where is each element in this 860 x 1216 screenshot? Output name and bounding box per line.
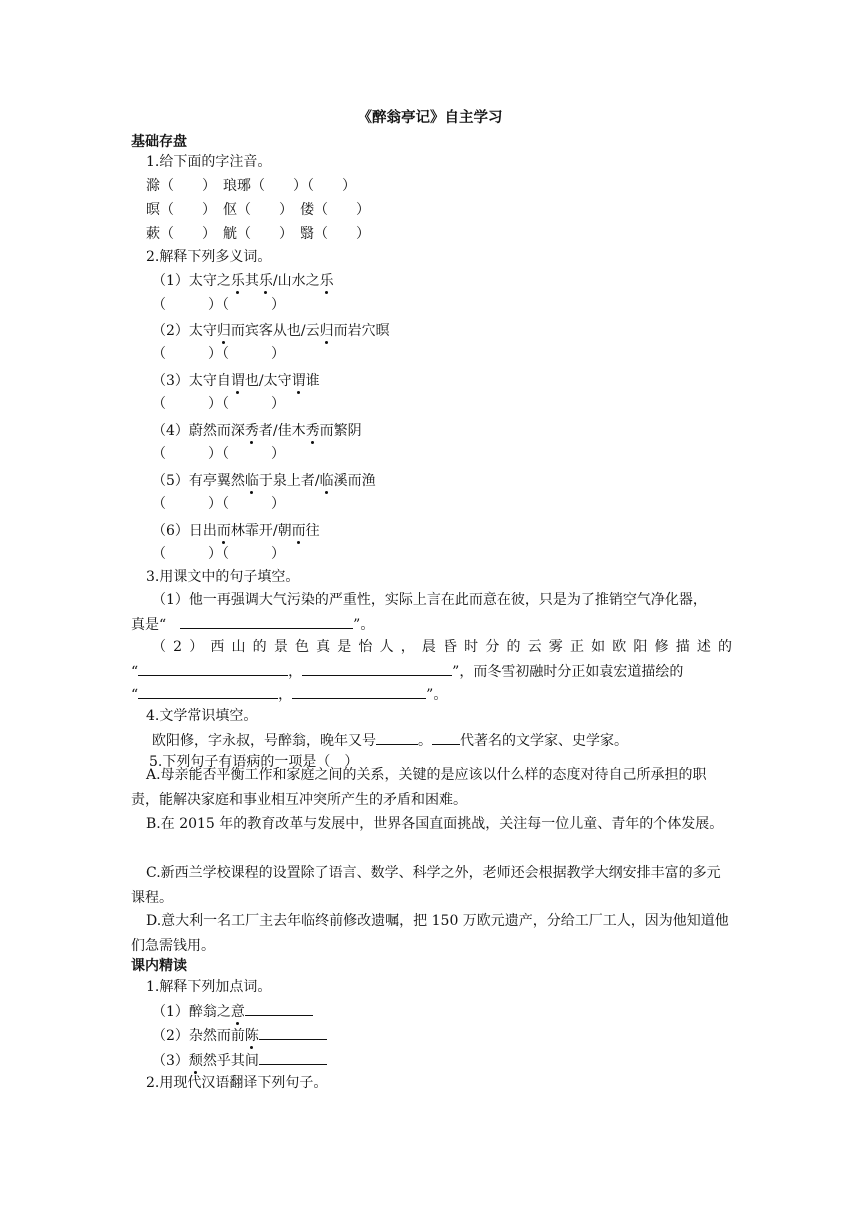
answer-blank[interactable] xyxy=(245,1001,313,1016)
answer-blank[interactable] xyxy=(302,661,452,676)
answer-blank[interactable] xyxy=(138,684,278,699)
dotted-char: 乐 xyxy=(319,273,334,289)
dotted-char: 秀 xyxy=(305,423,320,439)
q2-item-6: （6）日出而林霏开/朝而往 xyxy=(152,523,320,539)
q4-text: 欧阳修，字永叔，号醉翁，晚年又号 。 代著名的文学家、史学家。 xyxy=(152,730,628,750)
q2-item-2-blank: （ ）（ ） xyxy=(152,346,285,362)
dotted-char: 陈 xyxy=(244,1028,259,1044)
q4-prompt: 4.文学常识填空。 xyxy=(146,708,258,724)
s2-q1-item-1: （1）醉翁之意 xyxy=(152,1001,313,1021)
q2-item-5-blank: （ ）（ ） xyxy=(152,496,285,512)
q1-row-2: 暝（ ） 伛（ ） 偻（ ） xyxy=(146,202,370,218)
dotted-char: 谓 xyxy=(230,373,245,389)
q2-item-2: （2）太守归而宾客从也/云归而岩穴暝 xyxy=(152,323,390,339)
q1-row-1: 滁（ ） 琅琊（ ）（ ） xyxy=(146,178,356,194)
dotted-char: 乐 xyxy=(230,273,245,289)
q1-row-3: 蔌（ ） 觥（ ） 翳（ ） xyxy=(146,226,370,242)
answer-blank[interactable] xyxy=(292,684,426,699)
q5-option-c: C.新西兰学校课程的设置除了语言、数学、科学之外，老师还会根据教学大纲安排丰富的多元课程。 xyxy=(131,865,721,906)
dotted-char: 颓 xyxy=(188,1053,203,1069)
q3-prompt: 3.用课文中的句子填空。 xyxy=(146,569,300,585)
q3-p1-line1: （1）他一再强调大气污染的严重性，实际上言在此而意在彼，只是为了推销空气净化器， xyxy=(152,592,707,608)
dotted-char: 归 xyxy=(319,323,334,339)
q2-prompt: 2.解释下列多义词。 xyxy=(146,249,272,265)
q3-p2-line1: （2）西山的景色真是怡人，晨昏时分的云雾正如欧阳修描述的 xyxy=(152,639,732,655)
dotted-char: 乐 xyxy=(258,273,273,289)
document-title: 《醉翁亭记》自主学习 xyxy=(357,110,503,126)
q2-item-1-blank: （ ）（ ） xyxy=(152,297,285,313)
dotted-char: 归 xyxy=(216,323,231,339)
q3-p2-line3: “ ， ”。 xyxy=(131,684,447,704)
q5-option-a: A.母亲能否平衡工作和家庭之间的关系，关键的是应该以什么样的态度对待自己所承担的职责，能解决家庭和事业相互冲突所产生的矛盾和困难。 xyxy=(131,767,707,808)
dotted-char: 而 xyxy=(291,523,306,539)
q5-prompt: 5.下列句子有语病的一项是（ ） xyxy=(149,754,359,770)
section-heading-reading: 课内精读 xyxy=(131,958,187,974)
q5-option-b: B.在 2015 年的教育改革与发展中，世界各国直面挑战，关注每一位儿童、青年的个体发展。 xyxy=(146,816,724,832)
answer-blank[interactable] xyxy=(376,730,418,745)
s2-q2-prompt: 2.用现代汉语翻译下列句子。 xyxy=(146,1075,328,1091)
answer-blank[interactable] xyxy=(138,661,288,676)
dotted-char: 谓 xyxy=(291,373,306,389)
q2-item-4: （4）蔚然而深秀者/佳木秀而繁阴 xyxy=(152,423,362,439)
s2-q1-item-3: （3）颓然乎其间 xyxy=(152,1050,327,1070)
q3-p1-line2: 真是“ ”。 xyxy=(131,614,374,634)
dotted-char: 临 xyxy=(244,473,259,489)
q2-item-3-blank: （ ）（ ） xyxy=(152,396,285,412)
answer-blank[interactable] xyxy=(259,1025,327,1040)
answer-blank[interactable] xyxy=(180,614,353,629)
q2-item-1: （1）太守之乐其乐/山水之乐 xyxy=(152,273,334,289)
answer-blank[interactable] xyxy=(432,730,460,745)
q2-item-3: （3）太守自谓也/太守谓谁 xyxy=(152,373,320,389)
s2-q1-item-2: （2）杂然而前陈 xyxy=(152,1025,327,1045)
q2-item-6-blank: （ ）（ ） xyxy=(152,546,285,562)
answer-blank[interactable] xyxy=(259,1050,327,1065)
dotted-char: 临 xyxy=(319,473,334,489)
s2-q1-prompt: 1.解释下列加点词。 xyxy=(146,979,272,995)
q2-item-5: （5）有亭翼然临于泉上者/临溪而渔 xyxy=(152,473,376,489)
dotted-char: 秀 xyxy=(244,423,259,439)
q3-p2-line2: “ ， ”，而冬雪初融时分正如袁宏道描绘的 xyxy=(131,661,683,681)
q1-prompt: 1.给下面的字注音。 xyxy=(146,154,272,170)
dotted-char: 而 xyxy=(216,523,231,539)
section-heading-basics: 基础存盘 xyxy=(131,134,187,150)
q5-option-d: D.意大利一名工厂主去年临终前修改遗嘱，把 150 万欧元遗产，分给工厂工人，因为他知道他们急需钱用。 xyxy=(131,913,729,954)
dotted-char: 意 xyxy=(230,1004,245,1020)
q2-item-4-blank: （ ）（ ） xyxy=(152,446,285,462)
